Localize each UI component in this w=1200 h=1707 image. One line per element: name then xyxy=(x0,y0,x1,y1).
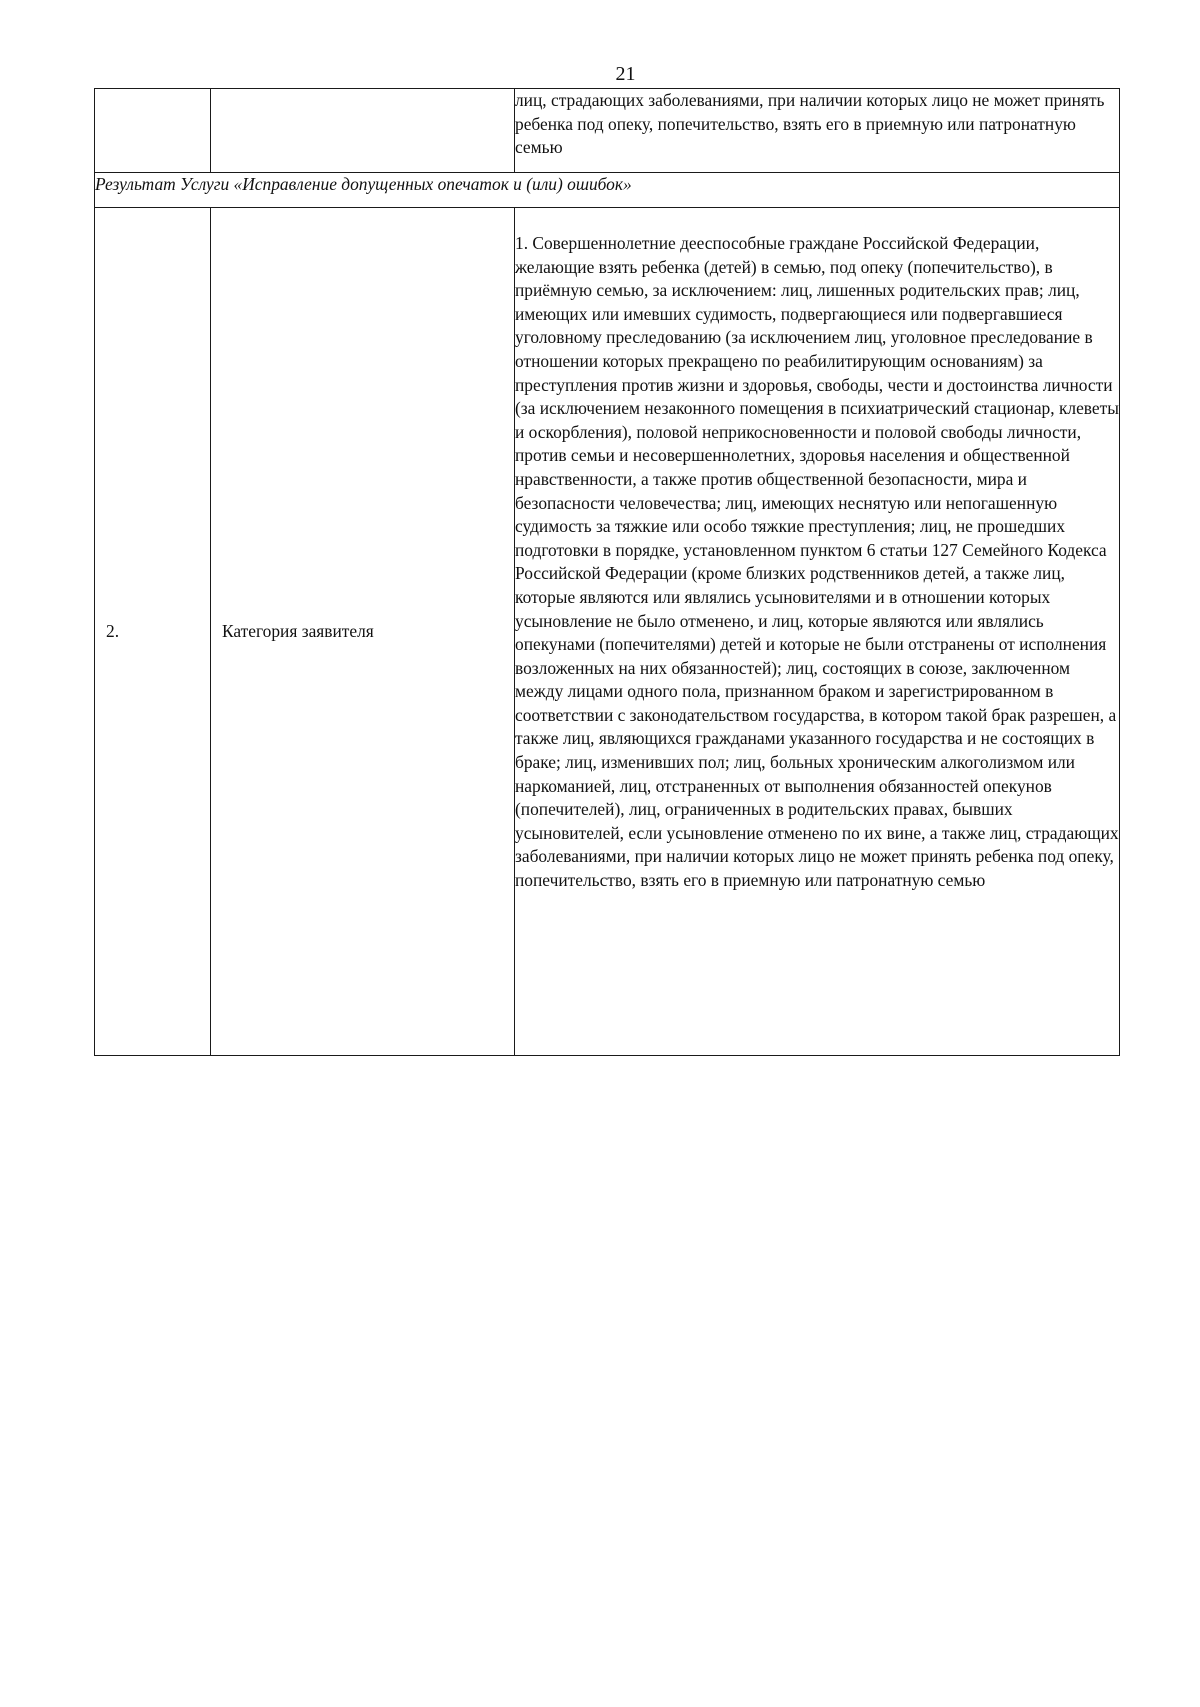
page-number: 21 xyxy=(615,63,636,85)
empty-label-cell xyxy=(211,89,515,173)
row-number: 2. xyxy=(95,208,211,1056)
service-table xyxy=(94,88,1120,1056)
table-row xyxy=(95,208,1120,1056)
section-heading: Результат Услуги «Исправление допущенных опечаток и (или) ошибок» xyxy=(95,173,1120,208)
row-text: 1. Совершеннолетние дееспособные граждане Российской Федерации, желающие взять ребенка (детей) в семью, под опеку (попечительство), в приёмную семью, за исключением: лиц, лишенных родительских прав; лиц, имеющих или имевших судимость, подвергающиеся или подвергавшиеся уголовному преследованию (за исключением лиц, уголовное преследование в отношении которых прекращено по реабилитирующим основаниям) за преступления против жизни и здоровья, свободы, чести и достоинства личности (за исключением незаконного помещения в психиатрический стационар, клеветы и оскорбления), половой неприкосновенности и половой свободы личности, против семьи и несовершеннолетних, здоровья населения и общественной нравственности, а также против общественной безопасности, мира и безопасности человечества; лиц, имеющих неснятую или непогашенную судимость за тяжкие или особо тяжкие преступления; лиц, не прошедших подготовки в порядке, установленном пунктом 6 статьи 127 Семейного Кодекса Российской Федерации (кроме близких родственников детей, а также лиц, которые являются или являлись усыновителями и в отношении которых усыновление не было отменено, и лиц, которые являются или являлись опекунами (попечителями) детей и которые не были отстранены от исполнения возложенных на них обязанностей); лиц, состоящих в союзе, заключенном между лицами одного пола, признанном браком и зарегистрированном в соответствии с законодательством государства, в котором такой брак разрешен, а также лиц, являющихся гражданами указанного государства и не состоящих в браке; лиц, изменивших пол; лиц, больных хроническим алкоголизмом или наркоманией, лиц, отстраненных от выполнения обязанностей опекунов (попечителей), лиц, ограниченных в родительских правах, бывших усыновителей, если усыновление отменено по их вине, а также лиц, страдающих заболеваниями, при наличии которых лицо не может принять ребенка под опеку, попечительство, взять его в приемную или патронатную семью xyxy=(515,208,1120,1056)
row-label: Категория заявителя xyxy=(211,208,515,1056)
continued-text-cell: лиц, страдающих заболеваниями, при наличии которых лицо не может принять ребенка под опеку, попечительство, взять его в приемную или патронатную семью xyxy=(515,89,1120,173)
empty-number-cell xyxy=(95,89,211,173)
section-heading-row xyxy=(95,173,1120,208)
table-row-continued xyxy=(95,89,1120,173)
